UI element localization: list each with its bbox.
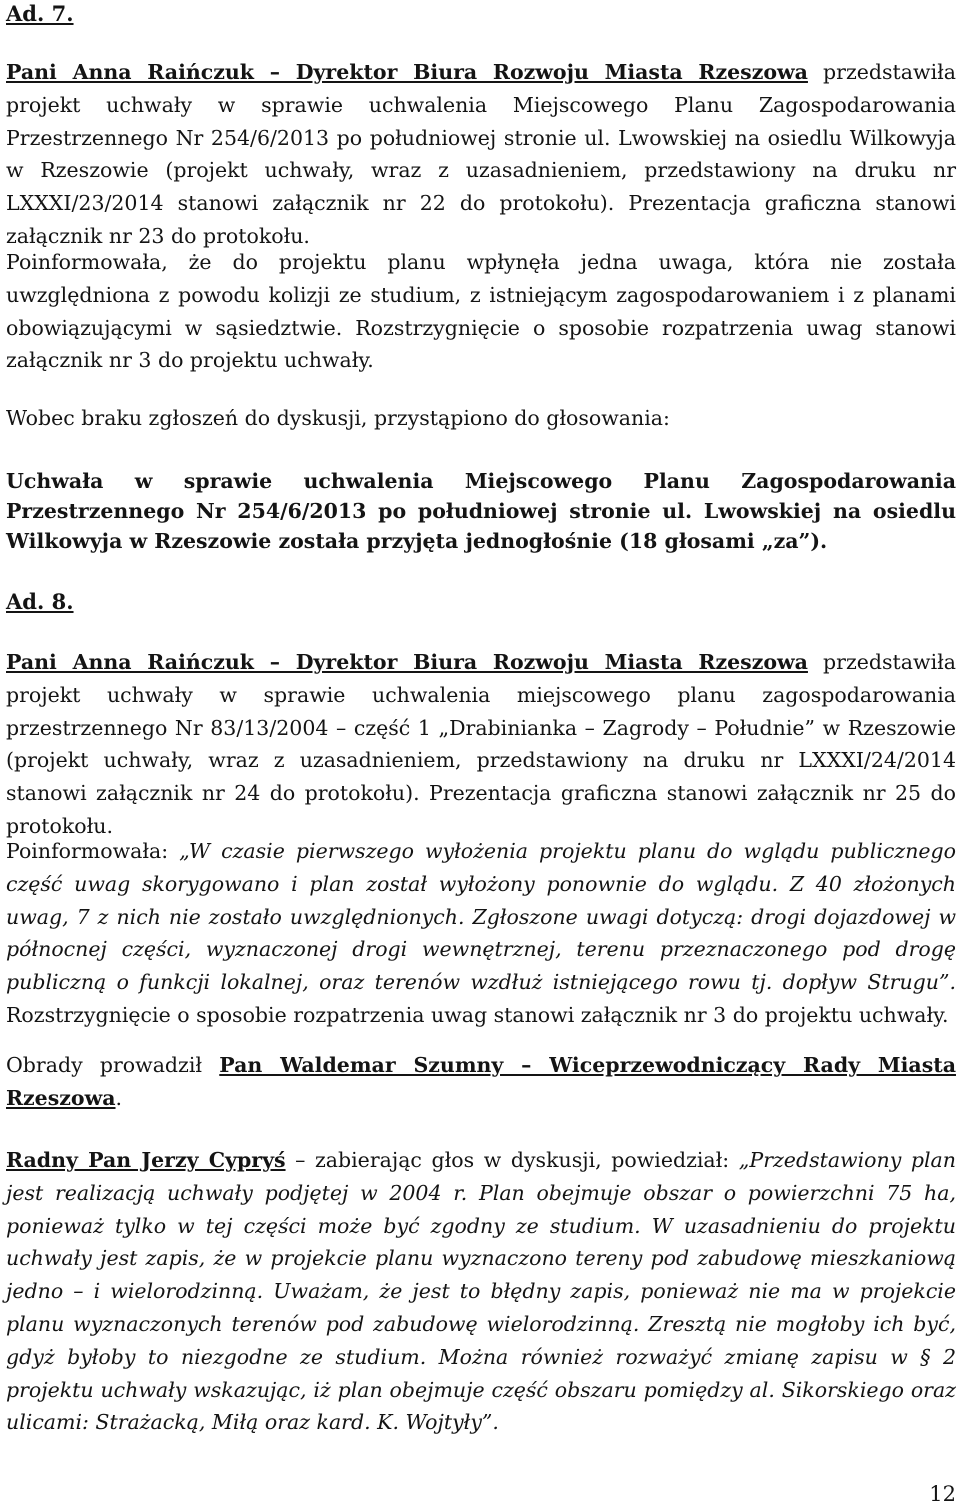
- presenter-name: Pani Anna Raińczuk – Dyrektor Biura Rozwoju Miasta Rzeszowa: [6, 650, 808, 674]
- section2-intro-paragraph: [6, 646, 956, 843]
- section1-intro-text: przedstawiła projekt uchwały w sprawie uchwalenia Miejscowego Planu Zagospodarowania Przestrzennego Nr 254/6/2013 po południowej stronie ul. Lwowskiej na osiedlu Wilkowyja w Rzeszowie (projekt uchwały, wraz z uzasadnieniem, przedstawiony na druku nr LXXXI/23/2014 stanowi załącznik nr 22 do protokołu). Prezentacja graficzna stanowi załącznik nr 23 do protokołu.: [6, 60, 956, 248]
- chair-prefix: Obrady prowadził: [6, 1053, 220, 1077]
- section-heading-ad7: Ad. 7.: [6, 1, 74, 26]
- section2-info-quote: „W czasie pierwszego wyłożenia projektu planu do wglądu publicznego część uwag skorygowano i plan został wyłożony ponownie do wglądu. Z 40 złożonych uwag, 7 z nich nie zostało uwzględnionych. Zgłoszone uwagi dotyczą: drogi dojazdowej w północnej części, wyznaczonej drogi wewnętrznej, terenu przeznaczonego pod drogę publiczną o funkcji lokalnej, oraz terenów wzdłuż istniejącego rowu tj. dopływ Strugu”.: [6, 839, 956, 995]
- section2-info-prefix: Poinformowała:: [6, 839, 180, 863]
- section2-info-suffix: Rozstrzygnięcie o sposobie rozpatrzenia uwag stanowi załącznik nr 3 do projektu uchwały.: [6, 1002, 949, 1027]
- speaker-intro: – zabierając głos w dyskusji, powiedział:: [285, 1148, 739, 1172]
- presenter-name: Pani Anna Raińczuk – Dyrektor Biura Rozwoju Miasta Rzeszowa: [6, 60, 808, 84]
- section1-intro-paragraph: [6, 56, 956, 253]
- section1-info-text: Poinformowała, że do projektu planu wpłynęła jedna uwaga, która nie została uwzględniona z powodu kolizji ze studium, z istniejącym zagospodarowaniem i z planami obowiązującymi w sąsiedztwie. Rozstrzygnięcie o sposobie rozpatrzenia uwag stanowi załącznik nr 3 do projektu uchwały.: [6, 250, 956, 373]
- section1-resolution: Uchwała w sprawie uchwalenia Miejscowego Planu Zagospodarowania Przestrzennego Nr 254/6/2013 po południowej stronie ul. Lwowskiej na osiedlu Wilkowyja w Rzeszowie została przyjęta jednogłośnie (18 głosami „za”).: [6, 469, 956, 553]
- page-number: 12: [929, 1482, 956, 1506]
- chair-suffix: .: [115, 1085, 123, 1110]
- section1-info-paragraph: [6, 246, 956, 377]
- section1-vote-intro: Wobec braku zgłoszeń do dyskusji, przystąpiono do głosowania:: [6, 406, 670, 430]
- speaker-name: Radny Pan Jerzy Cypryś: [6, 1148, 286, 1172]
- section2-info-paragraph: [6, 835, 956, 1032]
- section2-intro-text: przedstawiła projekt uchwały w sprawie uchwalenia miejscowego planu zagospodarowania przestrzennego Nr 83/13/2004 – część 1 „Drabinianka – Zagrody – Południe” w Rzeszowie (projekt uchwały, wraz z uzasadnieniem, przedstawiony na druku nr LXXXI/24/2014 stanowi załącznik nr 24 do protokołu). Prezentacja graficzna stanowi załącznik nr 25 do protokołu.: [6, 650, 956, 838]
- section-heading-ad8: Ad. 8.: [6, 589, 74, 614]
- speaker-quote: „Przedstawiony plan jest realizacją uchwały podjętej w 2004 r. Plan obejmuje obszar o powierzchni 75 ha, ponieważ tylko w tej części może być zgodny ze studium. W uzasadnieniu do projektu uchwały jest zapis, że w projekcie planu wyznaczono tereny pod zabudowę mieszkaniową jedno – i wielorodzinną. Uważam, że jest to błędny zapis, ponieważ nie ma w projekcie planu wyznaczonych terenów pod zabudowę wielorodzinną. Zresztą nie mogłoby ich być, gdyż byłoby to niezgodne ze studium. Można również rozważyć zmianę zapisu w § 2 projektu uchwały wskazując, iż plan obejmuje część obszaru pomiędzy al. Sikorskiego oraz ulicami: Strażacką, Miłą oraz kard. K. Wojtyły”.: [6, 1148, 956, 1435]
- speaker-paragraph: [6, 1144, 956, 1439]
- chair-name: Pan Waldemar Szumny – Wiceprzewodniczący Rady Miasta Rzeszowa: [6, 1053, 956, 1110]
- chair-paragraph: [6, 1049, 956, 1115]
